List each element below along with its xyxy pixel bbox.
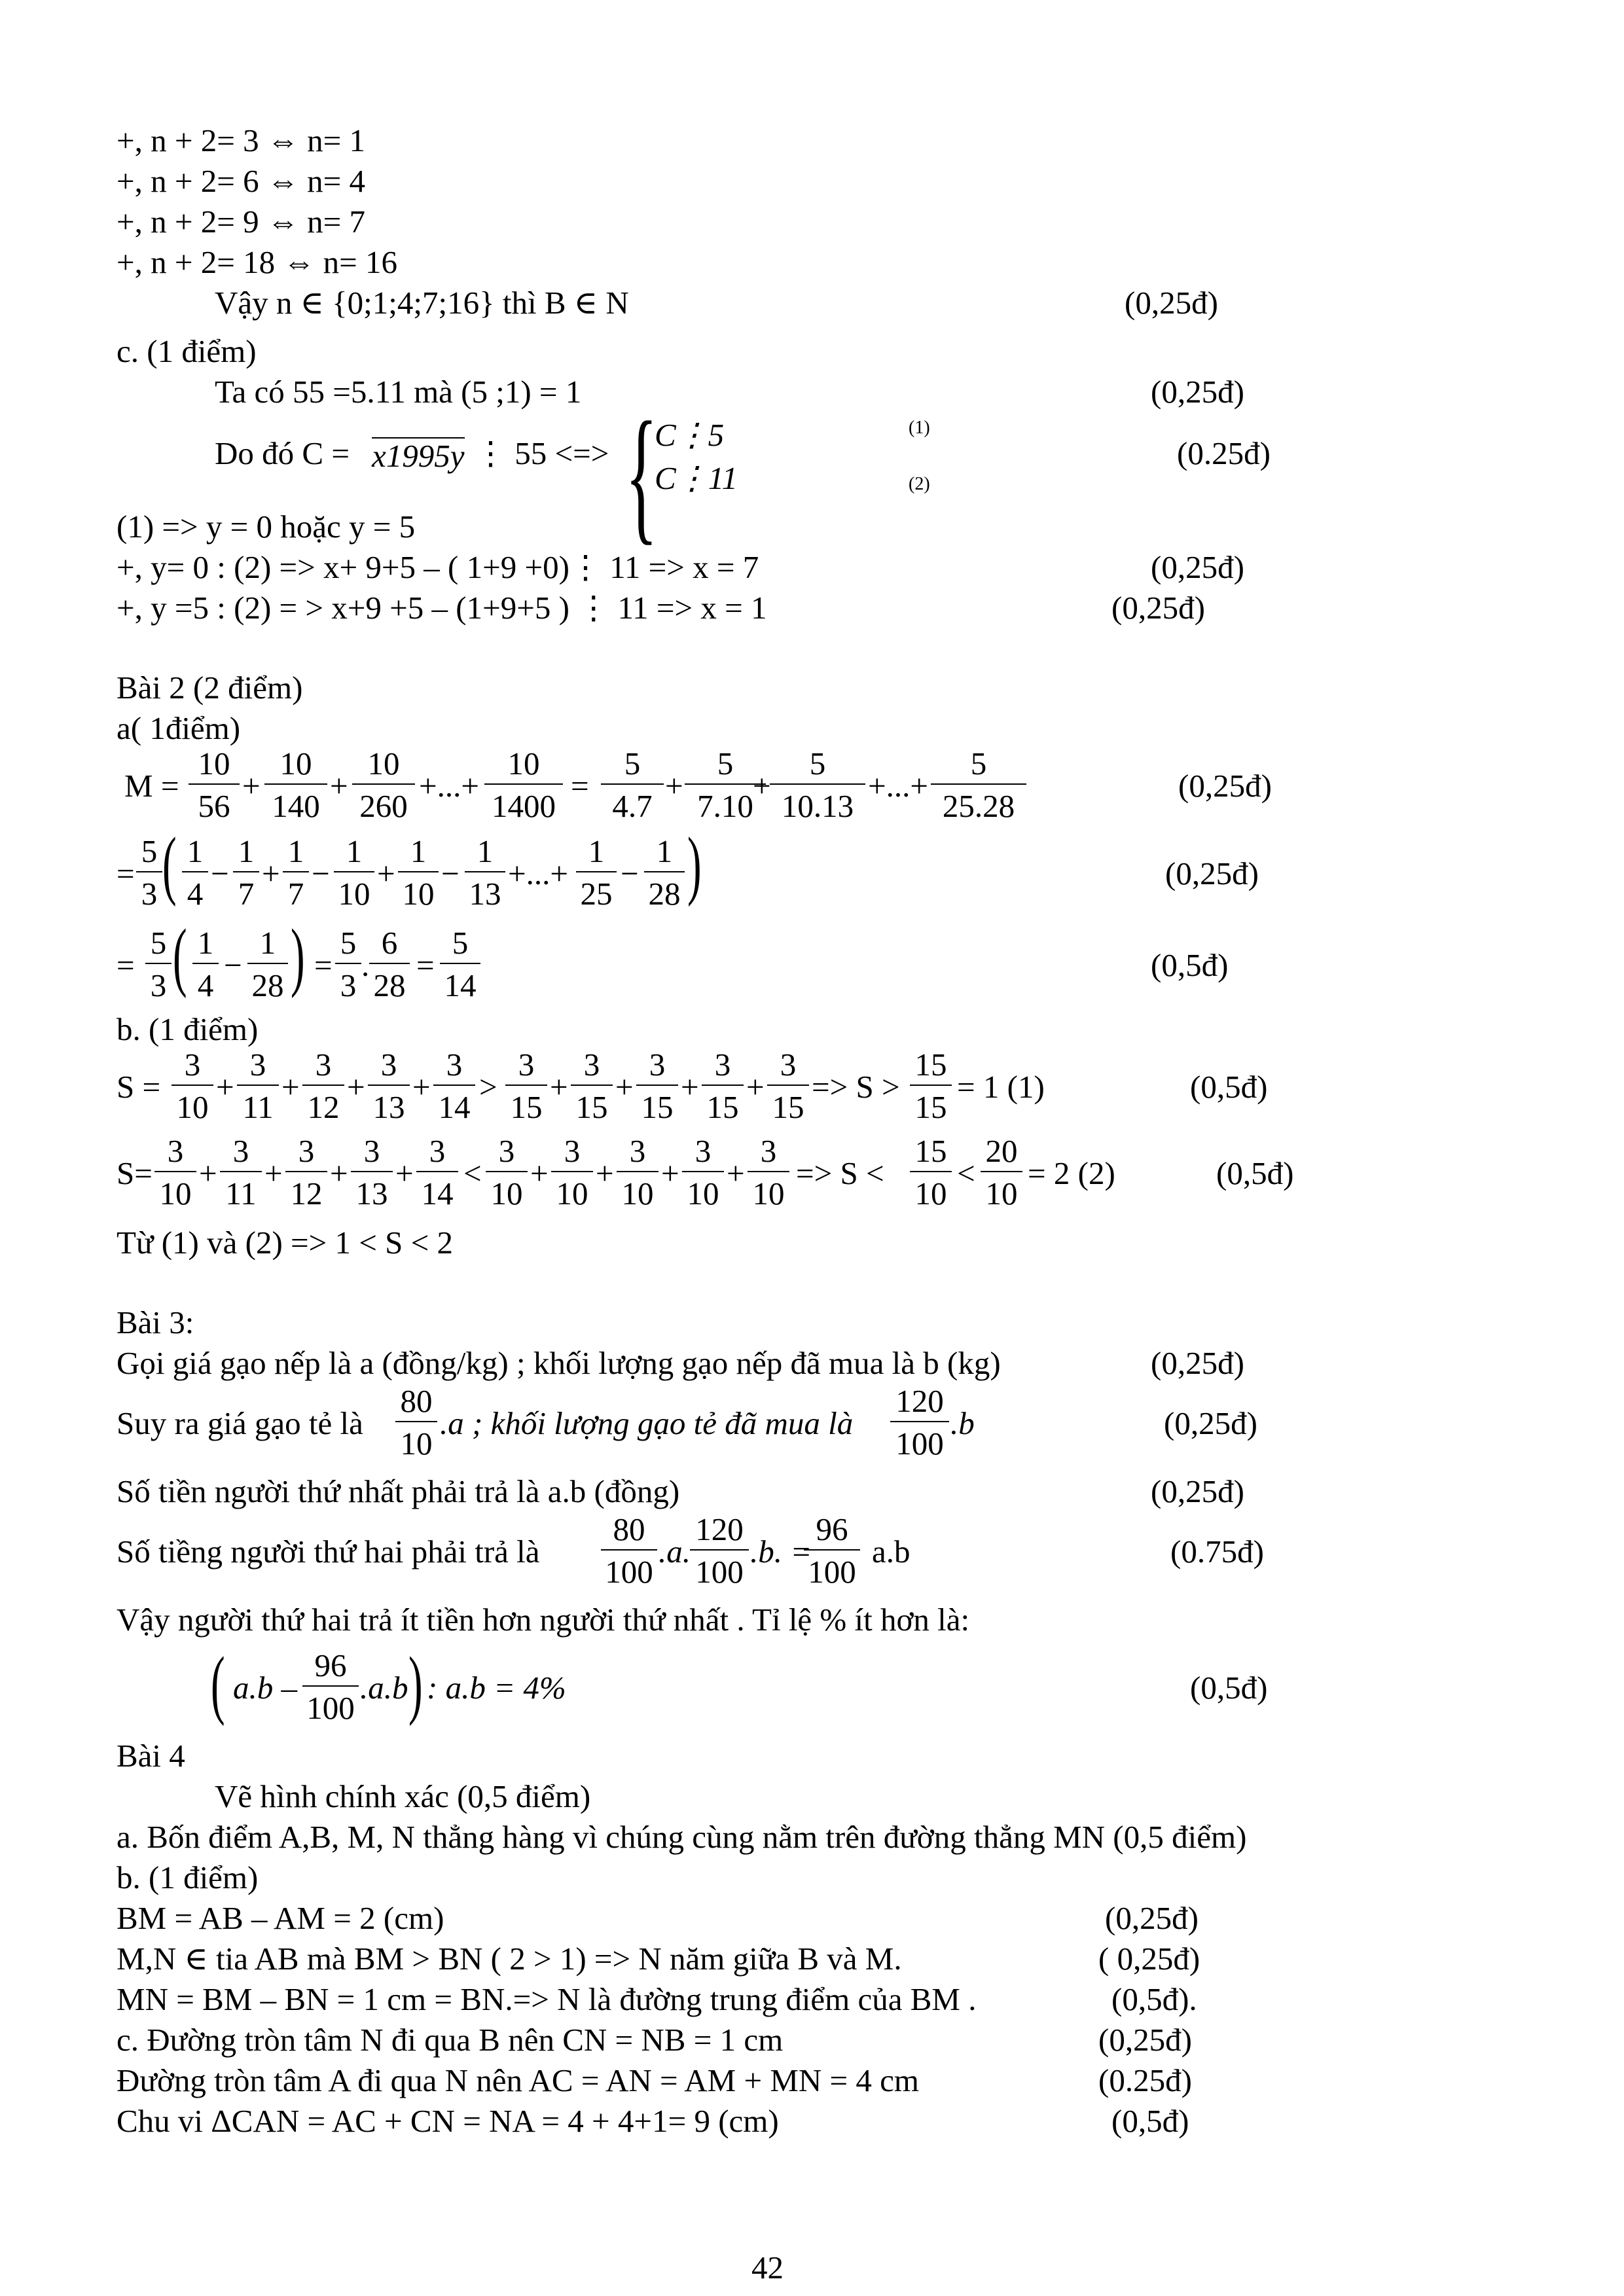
text-line: +, n + 2= 6 ⇔ n= 4 (117, 163, 366, 199)
operator: − (224, 947, 242, 983)
operator: + (615, 1069, 634, 1105)
math-label: M = (124, 768, 179, 804)
fraction: $\frac{96}{100}$ (302, 1649, 359, 1724)
fraction: $\frac{1}{4}$ (182, 835, 208, 910)
operator: + (264, 1155, 283, 1191)
text-line: (1) => y = 0 hoặc y = 5 (117, 509, 416, 545)
text-line: +, n + 2= 18 ⇔ n= 16 (117, 244, 398, 280)
section-heading: Bài 4 (117, 1738, 185, 1774)
operator: + (281, 1069, 300, 1105)
math-text: .a. (659, 1534, 691, 1570)
section-heading: a( 1điểm) (117, 710, 241, 746)
section-heading: b. (1 điểm) (117, 1011, 259, 1047)
operator: + (753, 768, 771, 804)
brace-symbol: { (625, 391, 658, 558)
fraction: $\frac{1}{4}$ (192, 927, 219, 1001)
operator: = (314, 947, 333, 983)
text-line: Vậy n ∈ {0;1;4;7;16} thì B ∈ N (215, 285, 629, 321)
fraction: $\frac{3}{13}$ (368, 1049, 410, 1123)
operator: + (412, 1069, 431, 1105)
text-line: M,N ∈ tia AB mà BM > BN ( 2 > 1) => N năm giữa B và M. (117, 1941, 902, 1977)
math-text: = 1 (1) (957, 1069, 1045, 1105)
condition: C⋮11 (655, 460, 738, 496)
text-line: +, y =5 : (2) = > x+9 +5 – (1+9+5 ) ⋮ 11 => x = 1 (117, 590, 767, 626)
operator: + (347, 1069, 365, 1105)
fraction: $\frac{5}{14}$ (440, 927, 480, 1001)
fraction: $\frac{3}{13}$ (351, 1135, 393, 1210)
operator: + (242, 768, 261, 804)
math-text: a.b – (233, 1670, 297, 1706)
points-label: (0,25đ) (1125, 285, 1218, 321)
fraction: $\frac{3}{14}$ (416, 1135, 458, 1210)
paren-left: ( (211, 1641, 225, 1727)
operator: + (199, 1155, 217, 1191)
fraction: $\frac{3}{12}$ (302, 1049, 344, 1123)
points-label: (0,25đ) (1151, 1345, 1244, 1381)
operator: + (746, 1069, 765, 1105)
math-text: .a.b (360, 1670, 408, 1706)
section-heading: Bài 3: (117, 1304, 194, 1340)
text-line: Chu vi ΔCAN = AC + CN = NA = 4 + 4+1= 9 (cm) (117, 2103, 779, 2139)
fraction: $\frac{3}{10}$ (154, 1135, 196, 1210)
fraction: $\frac{6}{28}$ (369, 927, 410, 1001)
fraction: $\frac{120}{100}$ (690, 1513, 749, 1588)
operator: − (441, 855, 460, 891)
fraction: $\frac{80}{10}$ (395, 1385, 437, 1460)
page-number: 42 (751, 2250, 784, 2286)
operator: +...+ (419, 768, 480, 804)
operator: − (621, 855, 639, 891)
text-line: MN = BM – BN = 1 cm = BN.=> N là đường trung điểm của BM . (117, 1981, 977, 2017)
operator: + (395, 1155, 414, 1191)
fraction: $\frac{5}{4.7}$ (601, 747, 664, 822)
text-line: Ta có 55 =5.11 mà (5 ;1) = 1 (215, 374, 582, 410)
points-label: (0.75đ) (1170, 1534, 1264, 1570)
fraction: $\frac{1}{10}$ (334, 835, 374, 910)
points-label: (0,5đ). (1111, 1981, 1197, 2017)
text-line: Vẽ hình chính xác (0,5 điểm) (215, 1778, 591, 1814)
fraction: $\frac{3}{10}$ (171, 1049, 213, 1123)
text-line: Suy ra giá gạo tẻ là (117, 1405, 363, 1441)
math-text: = 2 (2) (1028, 1155, 1115, 1191)
fraction: $\frac{80}{100}$ (601, 1513, 657, 1588)
fraction: $\frac{5}{7.10}$ (685, 747, 766, 822)
text-line: Vậy người thứ hai trả ít tiền hơn người thứ nhất . Tỉ lệ % ít hơn là: (117, 1602, 970, 1638)
points-label: ( 0,25đ) (1098, 1941, 1200, 1977)
fraction: $\frac{3}{14}$ (433, 1049, 475, 1123)
operator: + (681, 1069, 699, 1105)
text-line: c. Đường tròn tâm N đi qua B nên CN = NB = 1 cm (117, 2022, 784, 2058)
operator: +...+ (508, 855, 569, 891)
operator: > (479, 1069, 497, 1105)
operator: + (550, 1069, 568, 1105)
fraction: $\frac{1}{28}$ (644, 835, 685, 910)
points-label: (0,25đ) (1105, 1900, 1199, 1936)
fraction: $\frac{3}{10}$ (617, 1135, 659, 1210)
math-label: S= (117, 1155, 153, 1191)
text-line: Do đó C = (215, 435, 350, 471)
fraction: $\frac{3}{10}$ (486, 1135, 528, 1210)
operator: = (571, 768, 589, 804)
math-text: : a.b = 4% (427, 1670, 566, 1706)
section-heading: b. (1 điểm) (117, 1859, 259, 1895)
points-label: (0.25đ) (1098, 2062, 1192, 2098)
points-label: (0,5đ) (1216, 1155, 1294, 1191)
fraction: $\frac{1}{10}$ (398, 835, 439, 910)
operator: + (665, 768, 683, 804)
equation-tag: (1) (909, 418, 930, 438)
equation-tag: (2) (909, 474, 930, 494)
operator: + (377, 855, 395, 891)
points-label: (0,5đ) (1190, 1069, 1268, 1105)
number-overline: x1995y (372, 438, 465, 474)
operator: = (117, 947, 135, 983)
fraction: $\frac{96}{100}$ (804, 1513, 860, 1588)
fraction: $\frac{3}{15}$ (571, 1049, 613, 1123)
operator: = (416, 947, 435, 983)
operator: + (262, 855, 280, 891)
fraction: $\frac{3}{10}$ (748, 1135, 789, 1210)
text-line: Số tiền người thứ nhất phải trả là a.b (đồng) (117, 1473, 680, 1509)
paren-right: ) (408, 1641, 423, 1727)
points-label: (0,5đ) (1111, 2103, 1189, 2139)
text-line: +, n + 2= 9 ⇔ n= 7 (117, 204, 366, 240)
fraction: $\frac{3}{15}$ (767, 1049, 809, 1123)
points-label: (0,25đ) (1151, 1473, 1244, 1509)
text-line: Số tiềng người thứ hai phải trả là (117, 1534, 540, 1570)
points-label: (0,5đ) (1190, 1670, 1268, 1706)
text-line: +, y= 0 : (2) => x+ 9+5 – ( 1+9 +0)⋮ 11 => x = 7 (117, 549, 759, 585)
operator: +...+ (868, 768, 929, 804)
text-line: Gọi giá gạo nếp là a (đồng/kg) ; khối lượng gạo nếp đã mua là b (kg) (117, 1345, 1001, 1381)
fraction: $\frac{3}{15}$ (505, 1049, 547, 1123)
math-text: .b. = (750, 1534, 812, 1570)
fraction: $\frac{15}{10}$ (910, 1135, 952, 1210)
points-label: (0,25đ) (1098, 2022, 1192, 2058)
operator: + (330, 768, 348, 804)
fraction: $\frac{10}{140}$ (264, 747, 327, 822)
math-text: .b (950, 1405, 975, 1441)
section-heading: Bài 2 (2 điểm) (117, 670, 303, 706)
fraction: $\frac{3}{10}$ (682, 1135, 724, 1210)
points-label: (0,25đ) (1111, 590, 1205, 626)
text-line: ⋮ 55 <=> (475, 435, 609, 471)
operator: < (463, 1155, 482, 1191)
fraction: $\frac{3}{11}$ (237, 1049, 279, 1123)
section-heading: c. (1 điểm) (117, 333, 257, 369)
text-line: Từ (1) và (2) => 1 < S < 2 (117, 1225, 454, 1261)
text-line: BM = AB – AM = 2 (cm) (117, 1900, 444, 1936)
paren-right: ) (687, 821, 702, 907)
text-line: a. Bốn điểm A,B, M, N thẳng hàng vì chúng cùng nằm trên đường thẳng MN (0,5 điểm) (117, 1819, 1247, 1855)
fraction: $\frac{1}{13}$ (465, 835, 505, 910)
operator: − (312, 855, 330, 891)
fraction: $\frac{5}{3}$ (136, 835, 162, 910)
fraction: $\frac{3}{11}$ (220, 1135, 262, 1210)
operator: + (661, 1155, 679, 1191)
paren-right: ) (291, 913, 305, 999)
fraction: $\frac{3}{15}$ (636, 1049, 678, 1123)
operator: − (211, 855, 229, 891)
fraction: $\frac{3}{15}$ (702, 1049, 744, 1123)
fraction: $\frac{1}{28}$ (247, 927, 288, 1001)
condition: C⋮5 (655, 417, 725, 453)
operator: + (530, 1155, 549, 1191)
fraction: $\frac{1}{7}$ (233, 835, 259, 910)
text-line: +, n + 2= 3 ⇔ n= 1 (117, 122, 366, 158)
points-label: (0,25đ) (1165, 855, 1259, 891)
fraction: $\frac{5}{3}$ (145, 927, 171, 1001)
operator: + (596, 1155, 614, 1191)
fraction: $\frac{15}{15}$ (910, 1049, 952, 1123)
fraction: $\frac{10}{260}$ (352, 747, 415, 822)
fraction: $\frac{10}{1400}$ (484, 747, 563, 822)
operator: + (330, 1155, 348, 1191)
fraction: $\frac{20}{10}$ (981, 1135, 1022, 1210)
math-text: => S < (796, 1155, 884, 1191)
math-text: a.b (872, 1534, 911, 1570)
fraction: $\frac{1}{25}$ (576, 835, 617, 910)
text-line: Đường tròn tâm A đi qua N nên AC = AN = AM + MN = 4 cm (117, 2062, 920, 2098)
points-label: (0,5đ) (1151, 947, 1229, 983)
fraction: $\frac{1}{7}$ (283, 835, 309, 910)
fraction: $\frac{5}{25.28}$ (931, 747, 1026, 822)
text-line: .a ; khối lượng gạo tẻ đã mua là (440, 1405, 854, 1441)
operator: + (216, 1069, 234, 1105)
fraction: $\frac{120}{100}$ (890, 1385, 949, 1460)
operator: . (361, 947, 370, 983)
operator: + (727, 1155, 745, 1191)
paren-left: ( (173, 913, 187, 999)
math-label: S = (117, 1069, 161, 1105)
operator: = (117, 855, 135, 891)
points-label: (0,25đ) (1178, 768, 1272, 804)
points-label: (0,25đ) (1151, 374, 1244, 410)
fraction: $\frac{5}{10.13}$ (770, 747, 865, 822)
fraction: $\frac{3}{12}$ (285, 1135, 327, 1210)
paren-left: ( (162, 821, 177, 907)
fraction: $\frac{5}{3}$ (335, 927, 361, 1001)
fraction: $\frac{10}{56}$ (189, 747, 240, 822)
fraction: $\frac{3}{10}$ (551, 1135, 593, 1210)
points-label: (0,25đ) (1164, 1405, 1257, 1441)
points-label: (0,25đ) (1151, 549, 1244, 585)
points-label: (0.25đ) (1177, 435, 1271, 471)
math-text: => S > (812, 1069, 900, 1105)
operator: < (957, 1155, 975, 1191)
